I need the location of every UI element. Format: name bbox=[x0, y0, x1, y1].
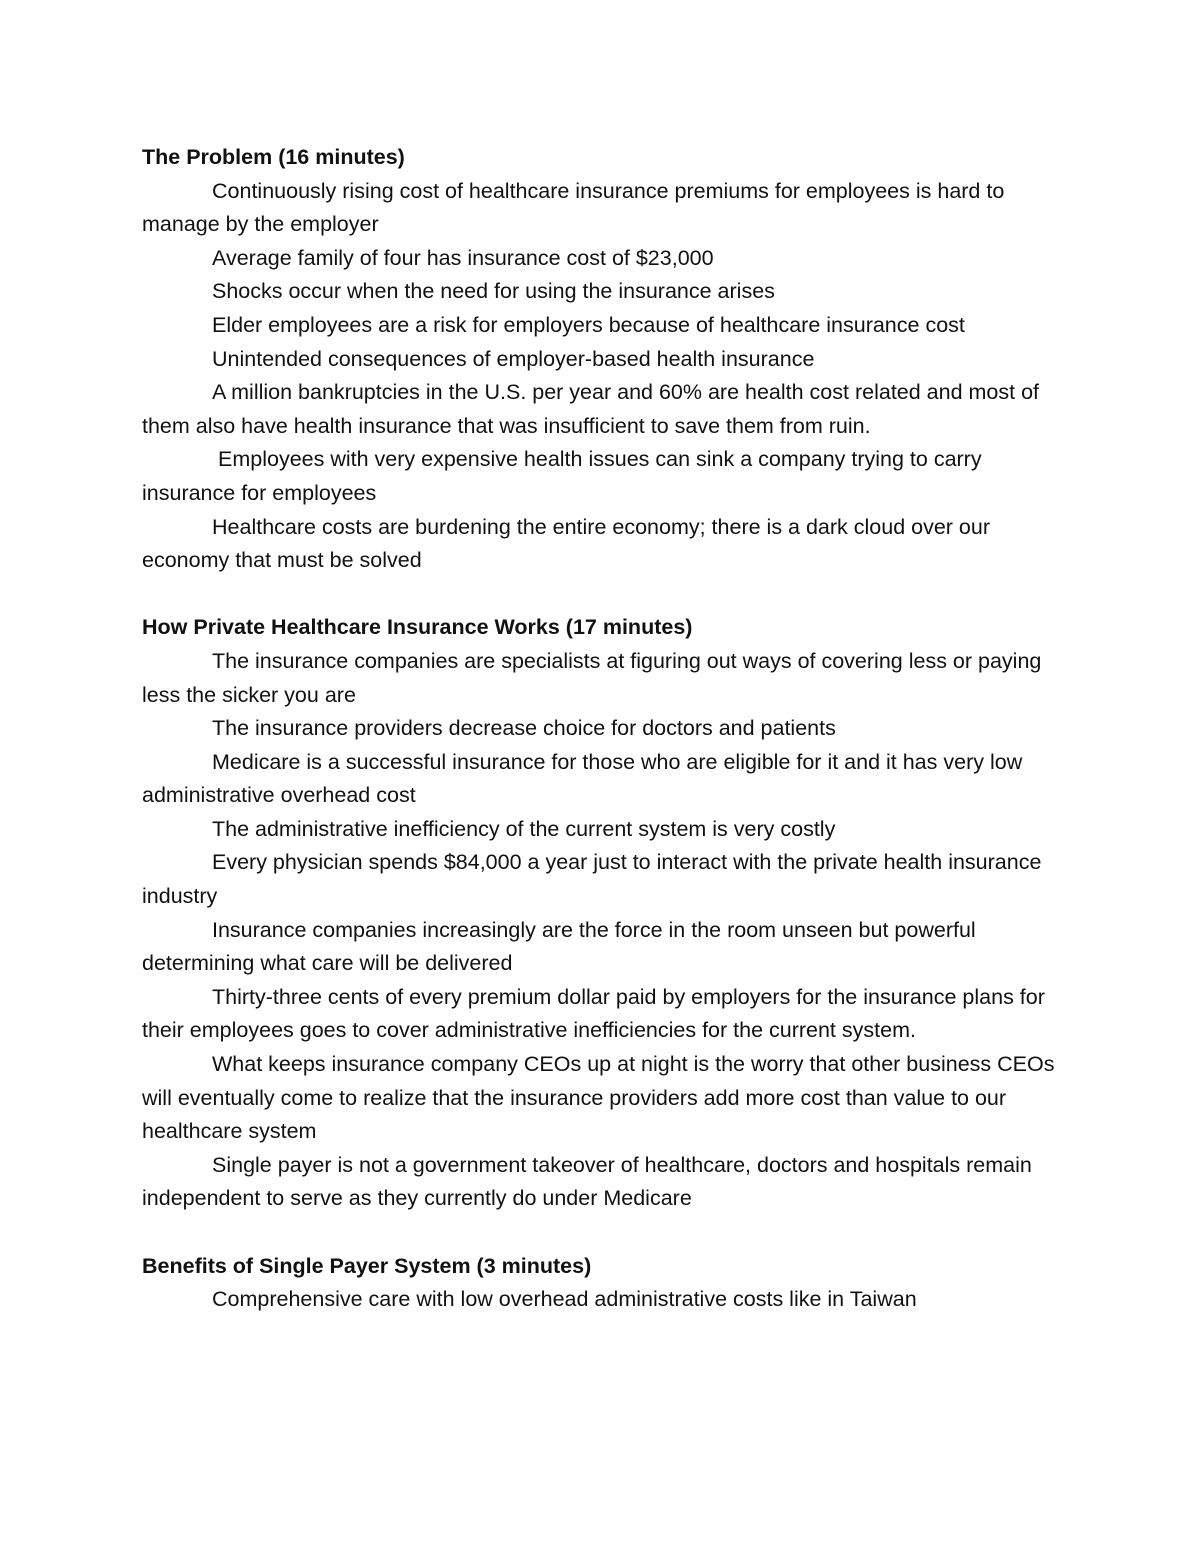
paragraph: Healthcare costs are burdening the entire economy; there is a dark cloud over our economy that must be solved bbox=[142, 514, 991, 573]
section-heading-the-problem: The Problem (16 minutes) bbox=[142, 145, 405, 169]
document-body bbox=[142, 141, 1062, 1317]
paragraph: Elder employees are a risk for employers because of healthcare insurance cost bbox=[212, 312, 965, 337]
section-spacer bbox=[142, 1216, 1062, 1250]
section-spacer bbox=[142, 578, 1062, 612]
paragraph: Comprehensive care with low overhead administrative costs like in Taiwan bbox=[212, 1287, 917, 1312]
paragraph: Shocks occur when the need for using the insurance arises bbox=[212, 279, 775, 304]
paragraph: Single payer is not a government takeover of healthcare, doctors and hospitals remain independent to serve as they currently do under Medicare bbox=[142, 1152, 1032, 1211]
paragraph: Medicare is a successful insurance for those who are eligible for it and it has very low administrative overhead cost bbox=[142, 749, 1023, 808]
paragraph: Employees with very expensive health issues can sink a company trying to carry insurance for employees bbox=[142, 447, 982, 505]
paragraph: The insurance providers decrease choice for doctors and patients bbox=[212, 716, 836, 741]
paragraph: A million bankruptcies in the U.S. per year and 60% are health cost related and most of them also have health insurance that was insufficient to save them from ruin. bbox=[142, 380, 1040, 438]
paragraph: Thirty-three cents of every premium dollar paid by employers for the insurance plans for their employees goes to cover administrative inefficiencies for the current system. bbox=[142, 984, 1045, 1043]
section-heading-benefits-single-payer: Benefits of Single Payer System (3 minutes) bbox=[142, 1253, 592, 1278]
paragraph: The administrative inefficiency of the current system is very costly bbox=[212, 816, 836, 841]
paragraph: Every physician spends $84,000 a year just to interact with the private health insurance industry bbox=[142, 850, 1042, 909]
paragraph: Average family of four has insurance cost of $23,000 bbox=[212, 245, 714, 270]
paragraph: Continuously rising cost of healthcare insurance premiums for employees is hard to manage by the employer bbox=[142, 178, 1005, 237]
paragraph: Insurance companies increasingly are the force in the room unseen but powerful determining what care will be delivered bbox=[142, 917, 976, 976]
paragraph: The insurance companies are specialists at figuring out ways of covering less or paying less the sicker you are bbox=[142, 648, 1042, 707]
paragraph: Unintended consequences of employer-based health insurance bbox=[212, 346, 815, 371]
section-heading-how-private-insurance-works: How Private Healthcare Insurance Works (17 minutes) bbox=[142, 615, 693, 640]
paragraph: What keeps insurance company CEOs up at night is the worry that other business CEOs will eventually come to realize that the insurance providers add more cost than value to our healthcare system bbox=[142, 1052, 1055, 1144]
